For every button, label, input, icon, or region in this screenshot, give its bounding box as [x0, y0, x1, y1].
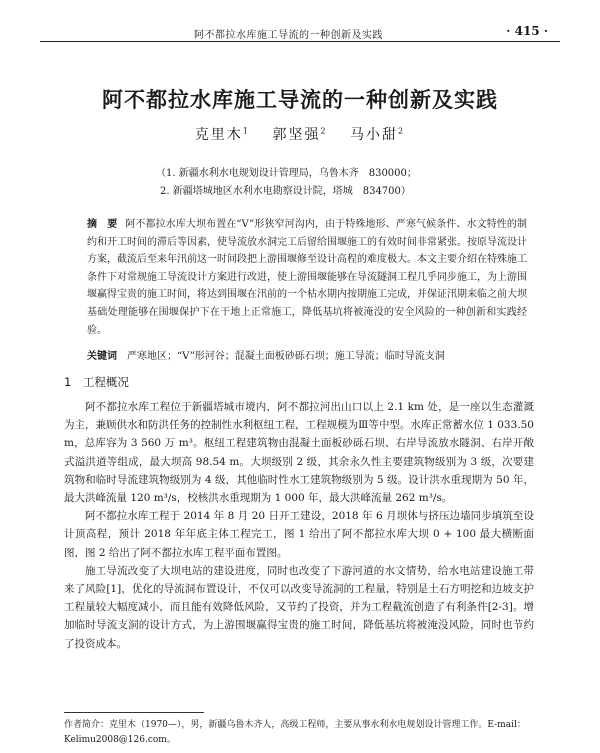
- keywords-label: 关键词: [87, 351, 117, 362]
- author-footnote: 作者简介：克里木（1970—），男，新疆乌鲁木齐人，高级工程师，主要从事水利水电规划设计管理工作。E-mail：Kelimu2008@126.com。: [64, 720, 526, 745]
- section-body: [64, 398, 534, 653]
- running-header: [0, 0, 600, 40]
- author-name: 克里木: [194, 127, 243, 143]
- page-number: · 415 ·: [506, 24, 548, 38]
- section-heading: 1 工程概况: [64, 375, 129, 389]
- running-title: 阿不都拉水库施工导流的一种创新及实践: [194, 30, 383, 41]
- paper-title: 阿不都拉水库施工导流的一种创新及实践: [102, 87, 498, 112]
- affiliation-line: 2. 新疆塔城地区水利水电勘察设计院，塔城 834700）: [160, 186, 411, 197]
- footnote-rule: [64, 712, 204, 713]
- affiliation-line: （1. 新疆水利水电规划设计管理局，乌鲁木齐 830000；: [156, 168, 417, 179]
- author-list: [0, 124, 600, 144]
- keywords-text: 严寒地区；“V”形河谷；混凝土面板砂砾石坝；施工导流；临时导流支洞: [127, 351, 445, 362]
- body-paragraph: 施工导流改变了大坝电站的建设进度，同时也改变了下游河道的水文情势，给水电站建设施工带来了风险[1]，优化的导流洞布置设计，不仅可以改变导流洞的工程量，特别是土石方明挖和边坡支护工程量较大幅度减小，而且能有效降低风险，又节约了投资，并为工程截流创造了有利条件[2-3]。增加临时导流支洞的设计方式，为上游围堰赢得宝贵的施工时间，降低基坑将被淹没风险，同时也节约了投资成本。: [64, 564, 534, 650]
- keywords: [87, 348, 527, 366]
- author-affil-mark: 1: [242, 126, 250, 136]
- abstract-label: 摘 要: [87, 219, 118, 230]
- abstract: [87, 216, 527, 339]
- author-name: 马小甜: [350, 127, 398, 143]
- author-affil-mark: 2: [398, 126, 406, 136]
- body-paragraph: 阿不都拉水库工程位于新疆塔城市境内，阿不都拉河出山口以上 2.1 km 处，是一座以生态灌溉为主，兼顾供水和防洪任务的控制性水利枢纽工程，工程规模为Ⅲ等中型。水库正常蓄水位 1 033.50 m，总库容为 3 560 万 m³。枢纽工程建筑物由混凝土面板砂砾石坝、右岸导流放水隧洞、右岸开敞式溢洪道等组成，最大坝高 98.54 m。大坝级别 2 级，其余永久性主要建筑物级别为 3 级，次要建筑物和临时导流建筑物级别为 4 级，其他临时性水工建筑物级别为 5 级。设计洪水重现期为 50 年，最大洪峰流量 120 m³/s，校核洪水重现期为 1 000 年，最大洪峰流量 262 m³/s。: [64, 401, 534, 505]
- abstract-text: 阿不都拉水库大坝布置在“V”形狭窄河沟内，由于特殊地形、严寒气候条件、水文特性的制约和开工时间的滞后等因素，使导流放水洞完工后留给围堰施工的有效时间非常紧张。按原导流设计方案，截流后至来年汛前这一时间段把上游围堰修至设计高程的难度极大。本文主要介绍在特殊施工条件下对常规施工导流设计方案进行改进，使上游围堰能够在导流隧洞工程几乎同步施工，为上游围堰赢得宝贵的施工时间，将达到围堰在汛前的一个枯水期内按期施工完成，并保证汛期来临之前大坝基础处理能够在围堰保护下在干地上正常施工，降低基坑将被淹没的安全风险的一种创新和实践经验。: [87, 219, 528, 336]
- author-affil-mark: 2: [320, 126, 328, 136]
- body-paragraph: 阿不都拉水库工程于 2014 年 8 月 20 日开工建设，2018 年 6 月坝体与挤压边墙同步填筑至设计顶高程，预计 2018 年年底主体工程完工，图 1 给出了阿不都拉水库大坝 0 + 100 最大横断面图，图 2 给出了阿不都拉水库工程平面布置图。: [64, 510, 534, 559]
- author-name: 郭坚强: [272, 127, 321, 143]
- header-rule: [40, 41, 560, 42]
